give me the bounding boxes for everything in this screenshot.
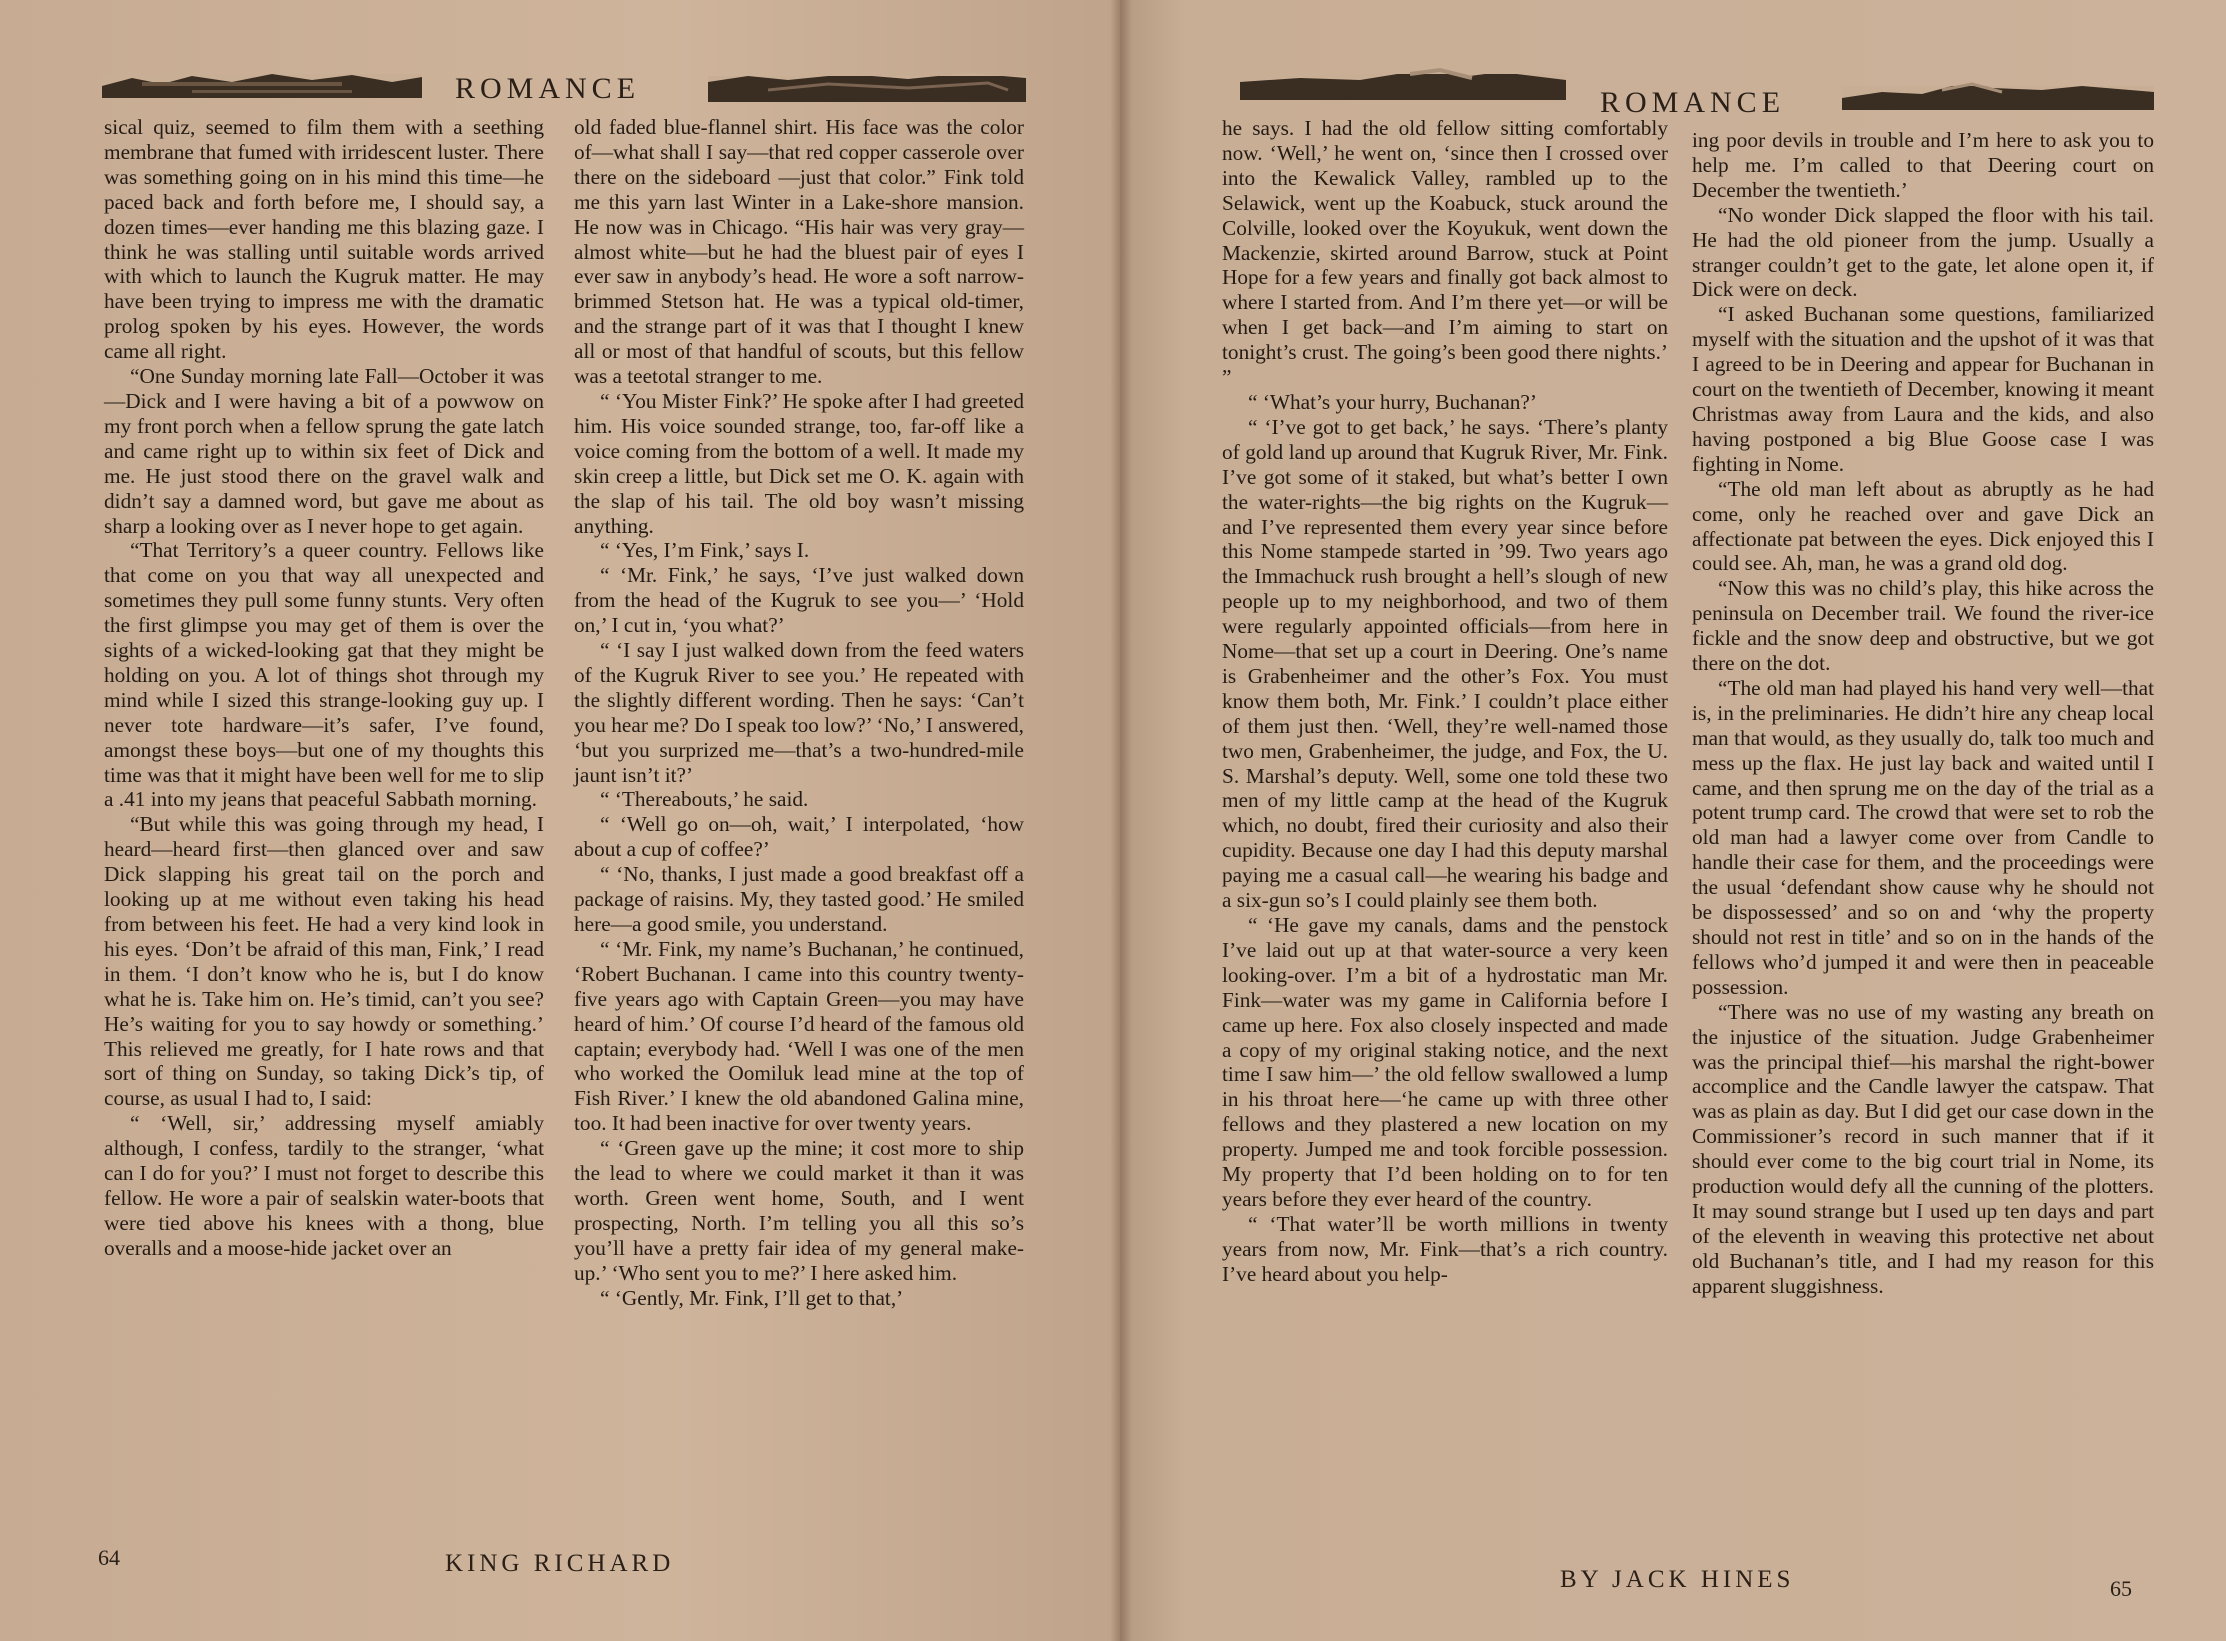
paragraph: old faded blue-flannel shirt. His face was the color of—what shall I say—that red copper casserole over there on the sideboard —just that color.” Fink told me this yarn last Winter in a Lake-shore mansion. He now was in Chicago. “His hair was very gray—almost white—but he had the bluest pair of eyes I ever saw in anybody’s head. He wore a soft narrow-brimmed Stetson hat. He was a typical old-timer, and the strange part of it was that I thought I knew all or most of that handful of scouts, but this fellow was a teetotal stranger to me. [574,115,1024,389]
footer-author: BY JACK HINES [1560,1566,1795,1593]
paragraph: “ ‘What’s your hurry, Buchanan?’ [1248,389,1537,414]
paragraph: “One Sunday morning late Fall—October it was—Dick and I were having a bit of a powwow on my front porch when a fellow sprung the gate latch and came right up to within six feet of Dick and me. He just stood there on the gravel walk and didn’t say a damned word, but gave me about as sharp a looking over as I never hope to get again. [104,364,544,538]
header-illustration-right-2 [1842,76,2154,116]
paragraph: “There was no use of my wasting any breath on the injustice of the situation. Judge Grabenheimer was the principal thief—his marshal the right-bower accomplice and the Candle lawyer the catspaw. That was as plain as day. But I did get our case down in the Commissioner’s record in such manner that if it should ever come to the big court trial in Nome, its production would defy all the cunning of the plotters. It may sound strange but I used up ten days and part of the eleventh in weaving this protective net about old Buchanan’s title, and I had my reason for this apparent sluggishness. [1692,999,2154,1298]
paragraph: “ ‘I say I just walked down from the feed waters of the Kugruk River to see you.’ He repeated with the slightly different wording. Then he says: ‘Can’t you hear me? Do I speak too low?’ ‘No,’ I answered, ‘but you surprized me—that’s a two-hundred-mile jaunt isn’t it?’ [574,638,1024,787]
paragraph: “ ‘That water’ll be worth millions in twenty years from now, Mr. Fink—that’s a rich country. I’ve heard about you help- [1222,1211,1668,1286]
right-page [1120,0,2226,1641]
paragraph: “The old man left about as abruptly as he had come, only he reached over and gave Dick an affectionate pat between the eyes. Dick enjoyed this I could see. Ah, man, he was a grand old dog. [1692,476,2154,576]
book-gutter [1110,0,1132,1641]
paragraph: “ ‘Well go on—oh, wait,’ I interpolated, ‘how about a cup of coffee?’ [574,812,1024,862]
paragraph: “ ‘Thereabouts,’ he said. [600,787,809,812]
paragraph: ing poor devils in trouble and I’m here to ask you to help me. I’m called to that Deering court on December the twentieth.’ [1692,128,2154,202]
paragraph: “ ‘Green gave up the mine; it cost more to ship the lead to where we could market it than it was worth. Green went home, South, and I went prospecting, North. I’m telling you all this so’s you’ll have a pretty fair idea of my general make-up.’ ‘Who sent you to me?’ I here asked him. [574,1136,1024,1285]
header-illustration-left-2 [708,68,1026,108]
running-head-left: ROMANCE [455,72,641,105]
paragraph: “ ‘I’ve got to get back,’ he says. ‘There’s planty of gold land up around that Kugruk River, Mr. Fink. I’ve got some of it staked, but what’s better I own the water-rights—the big rights on the Kugruk—and I’ve represented them every year since before this Nome stampede started in ’99. Two years ago the Immachuck rush brought a hell’s slough of new people up to my neighborhood, and two of them were regularly appointed officials—from here in Nome—that set up a court in Deering. One’s name is Grabenheimer and the other’s Fox. You must know them both, Mr. Fink.’ I couldn’t place either of them just then. ‘Well, they’re well-named those two men, Grabenheimer, the judge, and Fox, the U. S. Marshal’s deputy. Well, some one told these two men of my little camp at the head of the Kugruk which, no doubt, fired their curiosity and also their cupidity. Because one day I had this deputy marshal paying me a casual call—he wearing his badge and a six-gun so’s I could plainly see them both. [1222,414,1668,913]
right-page-column-2 [1692,128,2154,1299]
right-page-column-1 [1222,116,1668,1287]
header-illustration-right [1240,66,1566,108]
paragraph: “ ‘He gave my canals, dams and the penstock I’ve laid out up at that water-source a very keen looking-over. I’m a bit of a hydrostatic man Mr. Fink—water was my game in California before I came up here. Fox also closely inspected and made a copy of my original staking notice, and the next time I saw him—’ the old fellow swallowed a lump in his throat here—‘he came up with three other fellows and they plastered a new location on my property. Jumped me and took forcible possession. My property that I’d been holding on to for ten years before they ever heard of the country. [1222,913,1668,1211]
paragraph: “ ‘You Mister Fink?’ He spoke after I had greeted him. His voice sounded strange, too, far-off like a voice coming from the bottom of a well. It made my skin creep a little, but Dick set me O. K. again with the slap of his tail. The old boy wasn’t missing anything. [574,388,1024,538]
paragraph: “ ‘Gently, Mr. Fink, I’ll get to that,’ [600,1285,904,1310]
paragraph: “The old man had played his hand very well—that is, in the preliminaries. He didn’t hire any cheap local man that would, as they usually do, talk too much and mess up the flax. He just lay back and waited until I came, and then sprung me on the day of the trial as a potent trump card. The crowd that were set to rob the old man had a lawyer come over from Candle to handle their case for them, and the proceedings were the usual ‘defendant show cause why he should not be dispossessed’ and so on and ‘why the property should not rest in title’ and so on in the hands of the fellows who’d jumped it and were then in peaceable possession. [1692,675,2154,999]
left-page-column-2 [574,115,1024,1311]
paragraph: sical quiz, seemed to film them with a seething membrane that fumed with irridescent luster. There was something going on in his mind this time—he paced back and forth before me, I should say, a dozen times—ever handing me this blazing gaze. I think he was stalling until suitable words arrived with which to launch the Kugruk matter. He may have been trying to impress me with the dramatic prolog spoken by his eyes. However, the words came all right. [104,115,544,364]
paragraph: “No wonder Dick slapped the floor with his tail. He had the old pioneer from the jump. Usually a stranger couldn’t get to the gate, let alone open it, if Dick were on deck. [1692,202,2154,302]
paragraph: he says. I had the old fellow sitting comfortably now. ‘Well,’ he went on, ‘since then I crossed over into the Kewalick Valley, rambled up to the Selawick, went up the Koabuck, stuck around the Colville, looked over the Koyukuk, went down the Mackenzie, skirted around Barrow, stuck at Point Hope for a few years and finally got back almost to where I started from. And I’m there yet—or will be when I get back—and I’m aiming to start on tonight’s crust. The going’s been good there nights.’ ” [1222,116,1668,390]
paragraph: “I asked Buchanan some questions, familiarized myself with the situation and the upshot of it was that I agreed to be in Deering and appear for Buchanan in court on the twentieth of December, knowing it meant Christmas away from Laura and the kids, and also having postponed a big Blue Goose case I was fighting in Nome. [1692,302,2154,476]
left-page-column-1 [104,115,544,1261]
paragraph: “ ‘No, thanks, I just made a good breakfast off a package of raisins. My, they tasted good.’ He smiled here—a good smile, you understand. [574,862,1024,936]
running-head-right: ROMANCE [1600,86,1786,119]
page-number-right: 65 [2110,1576,2132,1601]
header-illustration-left [102,68,422,106]
paragraph: “ ‘Yes, I’m Fink,’ says I. [600,538,810,563]
page-number-left: 64 [98,1545,120,1570]
paragraph: “That Territory’s a queer country. Fellows like that come on you that way all unexpected and sometimes they pull some funny stunts. Very often the first glimpse you may get of them is over the sights of a wicked-looking gat that they might be holding on you. A lot of things shot through my mind while I sized this strange-looking guy up. I never tote hardware—it’s safer, I’ve found, amongst these boys—but one of my thoughts this time was that it might have been well for me to slip a .41 into my jeans that peaceful Sabbath morning. [104,538,544,812]
paragraph: “Now this was no child’s play, this hike across the peninsula on December trail. We found the river-ice fickle and the snow deep and obstructive, but we got there on the dot. [1692,576,2154,676]
paragraph: “ ‘Mr. Fink, my name’s Buchanan,’ he continued, ‘Robert Buchanan. I came into this country twenty-five years ago with Captain Green—you may have heard of him.’ Of course I’d heard of the famous old captain; everybody had. ‘Well I was one of the men who worked the Oomiluk lead mine at the top of Fish River.’ I knew the old abandoned Galina mine, too. It had been inactive for over twenty years. [574,936,1024,1136]
paragraph: “But while this was going through my head, I heard—heard first—then glanced over and saw Dick slapping his great tail on the porch and looking up at me without even taking his head from between his feet. He had a very kind look in his eyes. ‘Don’t be afraid of this man, Fink,’ I read in them. ‘I don’t know who he is, but I do know what he is. Take him on. He’s timid, can’t you see? He’s waiting for you to say howdy or something.’ This relieved me greatly, for I hate rows and that sort of thing on Sunday, so taking Dick’s tip, of course, as usual I had to, I said: [104,812,544,1111]
footer-title: KING RICHARD [445,1550,675,1577]
paragraph: “ ‘Well, sir,’ addressing myself amiably although, I confess, tardily to the stranger, ‘what can I do for you?’ I must not forget to describe this fellow. He wore a pair of sealskin water-boots that were tied above his knees with a thong, blue overalls and a moose-hide jacket over an [104,1111,544,1260]
paragraph: “ ‘Mr. Fink,’ he says, ‘I’ve just walked down from the head of the Kugruk to see you—’ ‘Hold on,’ I cut in, ‘you what?’ [574,563,1024,638]
